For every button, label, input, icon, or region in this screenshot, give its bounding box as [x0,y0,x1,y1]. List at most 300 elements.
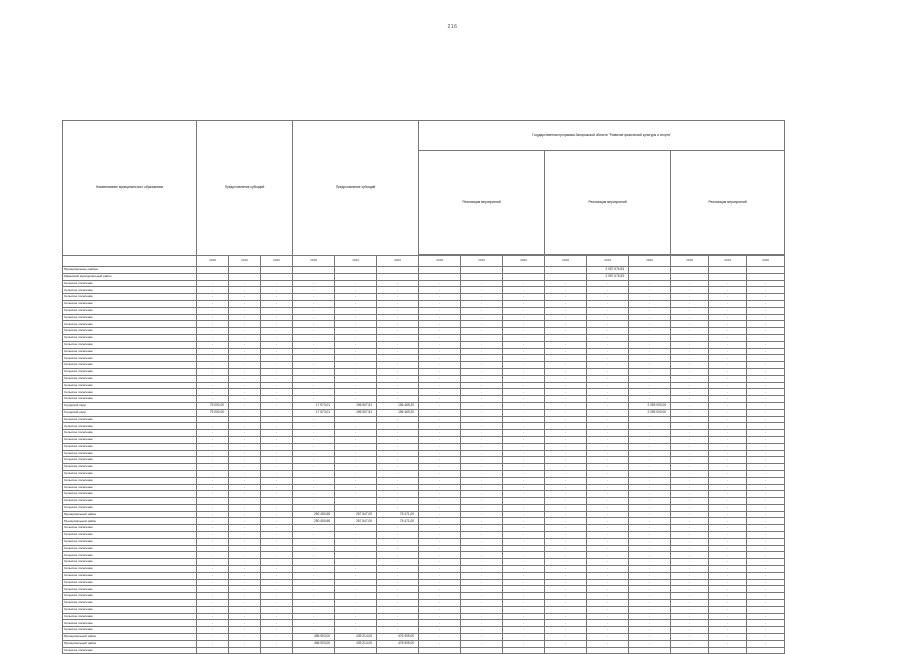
table-cell: - [629,287,671,294]
table-cell: - [671,634,709,641]
table-cell: - [377,504,419,511]
table-cell: - [377,368,419,375]
table-cell: - [377,491,419,498]
table-cell: - [503,586,545,593]
table-cell: 196 507,51 [335,402,377,409]
table-cell: - [587,416,629,423]
table-cell [419,267,461,274]
table-cell: - [293,280,335,287]
table-cell: - [671,606,709,613]
table-cell: - [545,362,587,369]
table-cell: - [587,600,629,607]
table-cell: - [747,436,785,443]
table-cell: - [747,443,785,450]
table-cell: - [545,511,587,518]
table-cell: - [709,572,747,579]
table-cell: - [709,518,747,525]
table-cell: - [229,484,261,491]
table-cell: - [587,532,629,539]
table-cell: - [229,532,261,539]
table-cell: - [197,606,229,613]
row-label: Сельское поселение [63,416,197,423]
table-cell: - [503,593,545,600]
table-row [63,552,785,559]
table-cell: - [587,586,629,593]
table-cell: - [229,457,261,464]
table-cell: - [419,280,461,287]
table-cell: - [335,423,377,430]
row-label: Сельское поселение [63,294,197,301]
table-cell: - [229,491,261,498]
table-cell: - [747,620,785,627]
table-cell: - [461,525,503,532]
table-cell: - [747,593,785,600]
table-cell: - [197,362,229,369]
table-cell: - [545,423,587,430]
table-cell: - [587,280,629,287]
table-row [63,321,785,328]
table-cell: - [335,396,377,403]
table-cell: - [461,511,503,518]
table-cell: - [229,416,261,423]
table-cell: - [377,423,419,430]
table-cell: - [747,552,785,559]
table-cell: - [709,545,747,552]
year-header-cell: 2019 [709,256,747,267]
table-cell: - [629,382,671,389]
table-cell: - [293,430,335,437]
table-cell: - [545,634,587,641]
table-cell: - [293,362,335,369]
table-cell: - [461,504,503,511]
table-cell: - [587,545,629,552]
table-cell: - [293,579,335,586]
table-cell: - [261,348,293,355]
table-cell: - [671,287,709,294]
table-cell: - [587,287,629,294]
table-cell: - [261,586,293,593]
row-label: Сельское поселение [63,572,197,579]
table-cell: - [197,375,229,382]
table-cell: - [709,402,747,409]
row-label: Сельское поселение [63,470,197,477]
table-row [63,334,785,341]
table-cell: - [229,504,261,511]
table-cell: - [747,491,785,498]
table-cell: - [461,586,503,593]
table-cell: - [545,300,587,307]
table-cell: - [293,613,335,620]
table-cell: - [229,586,261,593]
table-cell: - [709,375,747,382]
table-cell: - [709,484,747,491]
table-cell: - [747,287,785,294]
table-cell: - [335,362,377,369]
table-cell: - [261,396,293,403]
table-cell: - [503,355,545,362]
table-cell [335,267,377,274]
row-label: Сельское поселение [63,368,197,375]
table-cell: - [629,450,671,457]
table-cell: - [335,627,377,634]
table-cell: - [197,538,229,545]
table-cell: - [335,307,377,314]
table-cell: - [461,416,503,423]
table-cell: - [229,334,261,341]
table-cell: - [545,402,587,409]
table-cell: - [229,423,261,430]
year-header-cell: 2020 [747,256,785,267]
table-row [63,620,785,627]
table-cell: - [671,457,709,464]
row-label: Сельское поселение [63,532,197,539]
row-label: Сельское поселение [63,498,197,505]
table-row [63,368,785,375]
table-cell: 476 909,00 [377,640,419,647]
table-cell: - [671,409,709,416]
table-cell: - [229,375,261,382]
table-cell: - [261,355,293,362]
table-cell: - [545,389,587,396]
row-label: Сельское поселение [63,477,197,484]
table-cell: - [629,314,671,321]
table-cell: - [293,620,335,627]
table-cell: - [503,484,545,491]
table-cell: - [671,443,709,450]
table-cell: - [709,307,747,314]
table-cell: - [747,375,785,382]
table-cell: - [197,627,229,634]
table-cell: - [335,593,377,600]
table-cell: - [671,579,709,586]
table-cell: - [671,464,709,471]
table-cell: - [419,355,461,362]
table-row [63,464,785,471]
table-cell: - [709,606,747,613]
table-cell: - [377,396,419,403]
table-cell: 439 214,00 [335,640,377,647]
table-cell: - [335,566,377,573]
year-header-cell: 2018 [293,256,335,267]
table-cell: - [671,334,709,341]
table-cell [503,647,545,654]
table-cell: - [587,579,629,586]
table-cell: - [261,416,293,423]
table-cell: - [747,484,785,491]
table-cell: - [587,511,629,518]
table-row [63,396,785,403]
table-cell: - [461,620,503,627]
table-cell: - [229,498,261,505]
table-cell: - [335,613,377,620]
table-cell: - [671,504,709,511]
row-label: Сельское поселение [63,457,197,464]
row-label: Сельское поселение [63,579,197,586]
table-cell: - [545,375,587,382]
table-cell: - [261,443,293,450]
table-cell: - [671,620,709,627]
table-cell: - [261,484,293,491]
row-label: Сельское поселение [63,545,197,552]
table-cell: - [629,368,671,375]
table-cell: - [587,498,629,505]
table-cell: - [503,402,545,409]
table-cell: - [545,294,587,301]
table-cell [293,273,335,280]
table-cell: - [335,538,377,545]
table-cell: - [747,545,785,552]
table-cell: - [671,362,709,369]
table-cell: - [503,600,545,607]
table-cell: - [503,566,545,573]
table-cell: - [587,341,629,348]
table-cell: - [197,532,229,539]
table-cell: - [377,334,419,341]
table-cell: - [629,430,671,437]
table-cell: - [747,525,785,532]
year-header-cell: 2019 [335,256,377,267]
year-header-cell: 2019 [229,256,261,267]
table-cell: - [671,470,709,477]
table-cell: - [335,287,377,294]
table-cell: - [461,328,503,335]
table-cell: - [461,545,503,552]
table-cell: - [197,470,229,477]
table-cell: - [261,613,293,620]
table-cell: - [503,532,545,539]
row-label: Муниципальный район [63,640,197,647]
table-cell: - [377,300,419,307]
table-cell: - [377,375,419,382]
table-cell: - [419,498,461,505]
table-cell: - [747,409,785,416]
table-row [63,314,785,321]
table-cell: - [503,538,545,545]
table-cell: - [503,341,545,348]
table-cell: - [503,328,545,335]
table-cell: - [545,545,587,552]
table-cell: - [229,348,261,355]
table-cell: - [587,518,629,525]
table-cell: - [747,280,785,287]
table-cell: - [229,511,261,518]
table-cell: - [197,559,229,566]
table-cell: - [671,518,709,525]
table-cell: - [419,396,461,403]
table-cell: - [709,294,747,301]
table-cell: - [377,552,419,559]
table-cell: - [419,423,461,430]
table-cell: - [747,457,785,464]
table-cell: - [461,640,503,647]
table-cell: - [629,470,671,477]
table-cell: - [261,321,293,328]
table-row [63,355,785,362]
table-cell: - [587,620,629,627]
table-cell: - [197,341,229,348]
table-cell: - [629,348,671,355]
table-cell: - [747,396,785,403]
table-cell: - [419,566,461,573]
table-cell: - [747,430,785,437]
table-cell: - [461,627,503,634]
table-cell: - [629,518,671,525]
table-cell: - [335,314,377,321]
table-cell: - [293,300,335,307]
table-cell: - [709,457,747,464]
table-cell: - [545,532,587,539]
table-cell: - [377,450,419,457]
table-cell: - [461,409,503,416]
table-cell: - [545,640,587,647]
table-cell: - [461,538,503,545]
row-label: Сельское поселение [63,491,197,498]
table-cell: - [377,498,419,505]
table-row [63,328,785,335]
table-cell: - [671,423,709,430]
table-cell: - [545,518,587,525]
table-cell: - [293,600,335,607]
table-cell: - [261,362,293,369]
table-cell: - [335,586,377,593]
table-cell: - [229,477,261,484]
table-cell: - [747,294,785,301]
table-cell: - [709,491,747,498]
table-cell: - [261,423,293,430]
table-cell [671,273,709,280]
header-sub2: Реализация мероприятий [545,151,671,255]
table-cell: - [629,559,671,566]
table-cell: - [461,382,503,389]
table-cell: - [461,566,503,573]
table-cell: - [671,396,709,403]
table-cell: - [671,348,709,355]
table-cell: - [197,464,229,471]
table-cell: - [229,294,261,301]
table-cell: - [335,416,377,423]
table-row [63,348,785,355]
table-cell: - [671,430,709,437]
table-cell: - [587,389,629,396]
table-cell: - [545,600,587,607]
row-label: Сельское поселение [63,430,197,437]
table-cell: - [671,593,709,600]
table-cell: - [747,586,785,593]
table-cell: - [377,355,419,362]
table-cell: - [229,470,261,477]
table-cell: - [503,640,545,647]
table-cell: - [587,593,629,600]
table-row [63,430,785,437]
table-cell: - [335,600,377,607]
table-cell: - [261,307,293,314]
table-cell: - [545,504,587,511]
table-cell: - [377,443,419,450]
table-row [63,532,785,539]
table-cell: - [229,280,261,287]
table-cell: - [293,470,335,477]
table-row [63,627,785,634]
table-cell: - [629,280,671,287]
table-cell: - [335,443,377,450]
table-cell: - [461,430,503,437]
table-cell: - [671,566,709,573]
table-cell: - [377,321,419,328]
table-cell: - [197,579,229,586]
table-cell: - [709,613,747,620]
table-cell: - [419,464,461,471]
table-row [63,409,785,416]
table-cell: - [197,300,229,307]
table-cell: - [377,280,419,287]
table-cell: 2 057 676,53 [587,267,629,274]
table-cell: - [545,368,587,375]
row-label: Сельское поселение [63,287,197,294]
table-cell [419,273,461,280]
table-cell: - [629,362,671,369]
table-cell: - [335,552,377,559]
year-header-cell: 2018 [545,256,587,267]
table-cell: - [671,552,709,559]
table-cell: - [587,613,629,620]
table-cell: - [229,613,261,620]
table-cell: - [461,389,503,396]
table-cell: - [197,511,229,518]
table-cell: - [709,498,747,505]
table-cell: - [461,532,503,539]
table-cell: - [671,545,709,552]
table-cell: - [747,613,785,620]
table-cell: - [377,457,419,464]
table-cell: - [747,518,785,525]
table-cell: 476 909,00 [377,634,419,641]
table-cell: - [587,566,629,573]
row-label: Сельское поселение [63,627,197,634]
table-cell: 196 507,51 [335,409,377,416]
table-cell: - [671,525,709,532]
table-cell: - [229,525,261,532]
table-cell: - [229,566,261,573]
table-cell: - [335,545,377,552]
table-cell [293,647,335,654]
table-cell [461,647,503,654]
table-cell: - [671,300,709,307]
table-cell: - [229,396,261,403]
table-cell: - [587,525,629,532]
table-cell: - [629,375,671,382]
table-cell: - [419,477,461,484]
table-cell: - [629,491,671,498]
table-cell: - [545,409,587,416]
year-header-cell: 2020 [503,256,545,267]
table-cell: - [377,484,419,491]
table-cell: - [545,491,587,498]
row-label: Муниципальный район [63,511,197,518]
table-cell: - [197,328,229,335]
table-cell: - [293,525,335,532]
row-label: Сельское поселение [63,484,197,491]
table-cell [293,267,335,274]
table-cell: - [709,627,747,634]
budget-table-sheet [62,120,782,654]
table-cell: 2 059 000,00 [629,402,671,409]
table-cell: - [671,402,709,409]
table-cell: - [377,538,419,545]
table-row [63,545,785,552]
table-cell: - [229,328,261,335]
table-cell: - [545,321,587,328]
row-label: Сельское поселение [63,280,197,287]
